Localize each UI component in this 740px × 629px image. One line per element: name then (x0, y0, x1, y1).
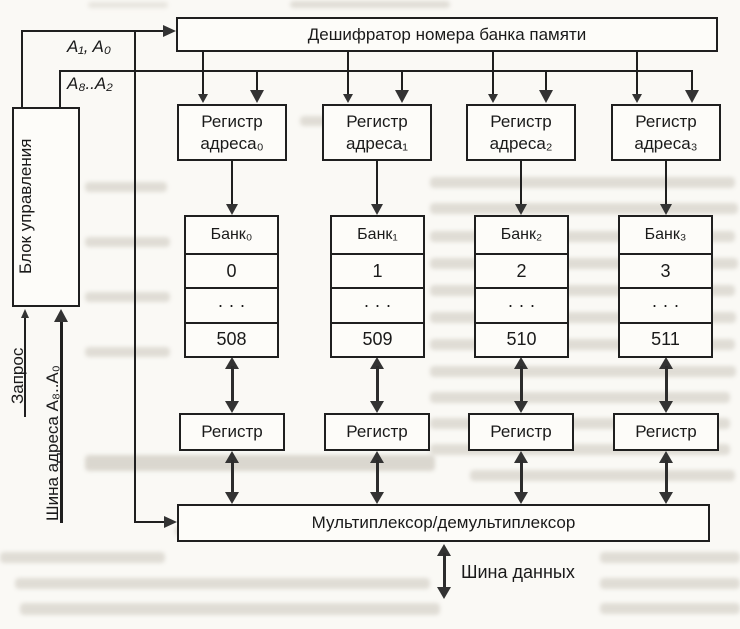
bank-1-title: Банк₁ (357, 226, 398, 243)
bank-0-cell-dots: · · · (186, 287, 277, 321)
addr-register-2-line1: Регистр (490, 111, 552, 131)
bleed-artifact (88, 2, 168, 8)
arrow-bank-1-data-register-1 (370, 357, 384, 413)
data-register-3-label: Регистр (635, 422, 697, 441)
bleed-artifact (430, 366, 736, 377)
addr-register-3-line1: Регистр (635, 111, 697, 131)
arrowhead-address-bus-icon (54, 309, 68, 322)
signal-a1a0-label: A₁, A₀ (67, 37, 112, 56)
arrow-data-bus (437, 544, 451, 599)
addr-register-3-line2: адреса₃ (634, 133, 698, 153)
wire-bank-select-horizontal (134, 521, 165, 523)
bleed-artifact (600, 578, 740, 589)
decoder-label: Дешифратор номера банка памяти (307, 24, 587, 44)
wire-a8a2-bus (59, 70, 693, 72)
bank-2-box (474, 215, 569, 358)
address-bus-label: Шина адреса A₈..A₀ (43, 365, 62, 521)
arrowhead-request-icon (21, 309, 29, 318)
bleed-artifact (85, 182, 167, 192)
arrow-addr-register-1-to-bank-1 (371, 160, 383, 215)
bleed-artifact (600, 552, 740, 563)
bleed-artifact (85, 237, 170, 247)
mux-box (177, 504, 710, 542)
arrow-data-register-3-mux (659, 451, 673, 504)
bank-0-cell-last: 508 (186, 322, 277, 356)
wire-a8a2-riser (59, 70, 61, 108)
wire-bank-select-vertical (134, 30, 136, 523)
arrowhead-into-decoder-icon (163, 25, 176, 37)
bleed-artifact (290, 1, 450, 8)
arrow-data-register-1-mux (370, 451, 384, 504)
addr-register-1-box (322, 104, 432, 161)
arrow-decoder-to-addr-register-1 (343, 52, 353, 103)
bank-3-cell-first: 3 (620, 253, 711, 287)
signal-a8a2-label: A₈..A₂ (67, 74, 113, 93)
bleed-artifact (600, 603, 740, 614)
addr-register-2-box (466, 104, 576, 161)
bank-2-cell-first: 2 (476, 253, 567, 287)
bleed-artifact (85, 347, 170, 357)
bank-1-cell-last: 509 (332, 322, 423, 356)
addr-register-1-line2: адреса₁ (346, 133, 408, 153)
bank-2-title: Банк₂ (500, 226, 543, 243)
addr-register-3-box (611, 104, 721, 161)
arrow-bus-to-addr-register-2 (539, 70, 553, 103)
arrow-addr-register-3-to-bank-3 (660, 160, 672, 215)
addr-register-0-line2: адреса₀ (200, 133, 264, 153)
addr-register-0-line1: Регистр (201, 111, 263, 131)
request-label: Запрос (8, 347, 27, 404)
bank-0-cell-first: 0 (186, 253, 277, 287)
arrow-decoder-to-addr-register-3 (632, 52, 642, 103)
control-unit-label: Блок управления (16, 138, 35, 274)
addr-register-1-line1: Регистр (346, 111, 408, 131)
data-register-0-box (179, 413, 285, 451)
arrow-bus-to-addr-register-0 (250, 70, 264, 103)
arrow-bank-0-data-register-0 (225, 357, 239, 413)
mux-label: Мультиплексор/демультиплексор (311, 513, 576, 532)
arrow-decoder-to-addr-register-0 (198, 52, 208, 103)
bleed-artifact (430, 177, 735, 188)
bank-3-title: Банк₃ (644, 226, 687, 243)
data-bus-label: Шина данных (461, 562, 575, 582)
arrow-data-register-2-mux (514, 451, 528, 504)
arrow-bus-to-addr-register-3 (685, 70, 699, 103)
arrow-addr-register-2-to-bank-2 (515, 160, 527, 215)
bank-2-cell-last: 510 (476, 322, 567, 356)
arrow-bank-2-data-register-2 (514, 357, 528, 413)
data-register-2-box (468, 413, 574, 451)
bleed-artifact (20, 603, 440, 615)
arrow-decoder-to-addr-register-2 (488, 52, 498, 103)
bank-3-box (618, 215, 713, 358)
arrow-bus-to-addr-register-1 (395, 70, 409, 103)
data-register-1-box (324, 413, 430, 451)
bleed-artifact (470, 470, 735, 481)
bleed-artifact (430, 392, 730, 403)
bank-3-cell-dots: · · · (620, 287, 711, 321)
data-register-3-box (613, 413, 719, 451)
bank-0-title: Банк₀ (210, 226, 253, 243)
data-register-1-label: Регистр (346, 422, 408, 441)
data-register-2-label: Регистр (490, 422, 552, 441)
bank-1-cell-dots: · · · (332, 287, 423, 321)
bleed-artifact (85, 292, 170, 302)
wire-a1a0-riser (21, 30, 23, 108)
addr-register-2-line2: адреса₂ (489, 133, 553, 153)
addr-register-0-box (177, 104, 287, 161)
bank-0-box (184, 215, 279, 358)
arrow-bank-3-data-register-3 (659, 357, 673, 413)
arrowhead-into-mux-icon (164, 516, 177, 528)
arrow-addr-register-0-to-bank-0 (226, 160, 238, 215)
bank-3-cell-last: 511 (620, 322, 711, 356)
data-register-0-label: Регистр (201, 422, 263, 441)
bank-1-cell-first: 1 (332, 253, 423, 287)
bleed-artifact (15, 578, 430, 589)
decoder-box (176, 17, 718, 52)
bleed-artifact (0, 552, 165, 563)
bank-1-box (330, 215, 425, 358)
arrow-data-register-0-mux (225, 451, 239, 504)
bleed-artifact (430, 203, 738, 214)
wire-a1a0 (21, 30, 164, 32)
bank-2-cell-dots: · · · (476, 287, 567, 321)
